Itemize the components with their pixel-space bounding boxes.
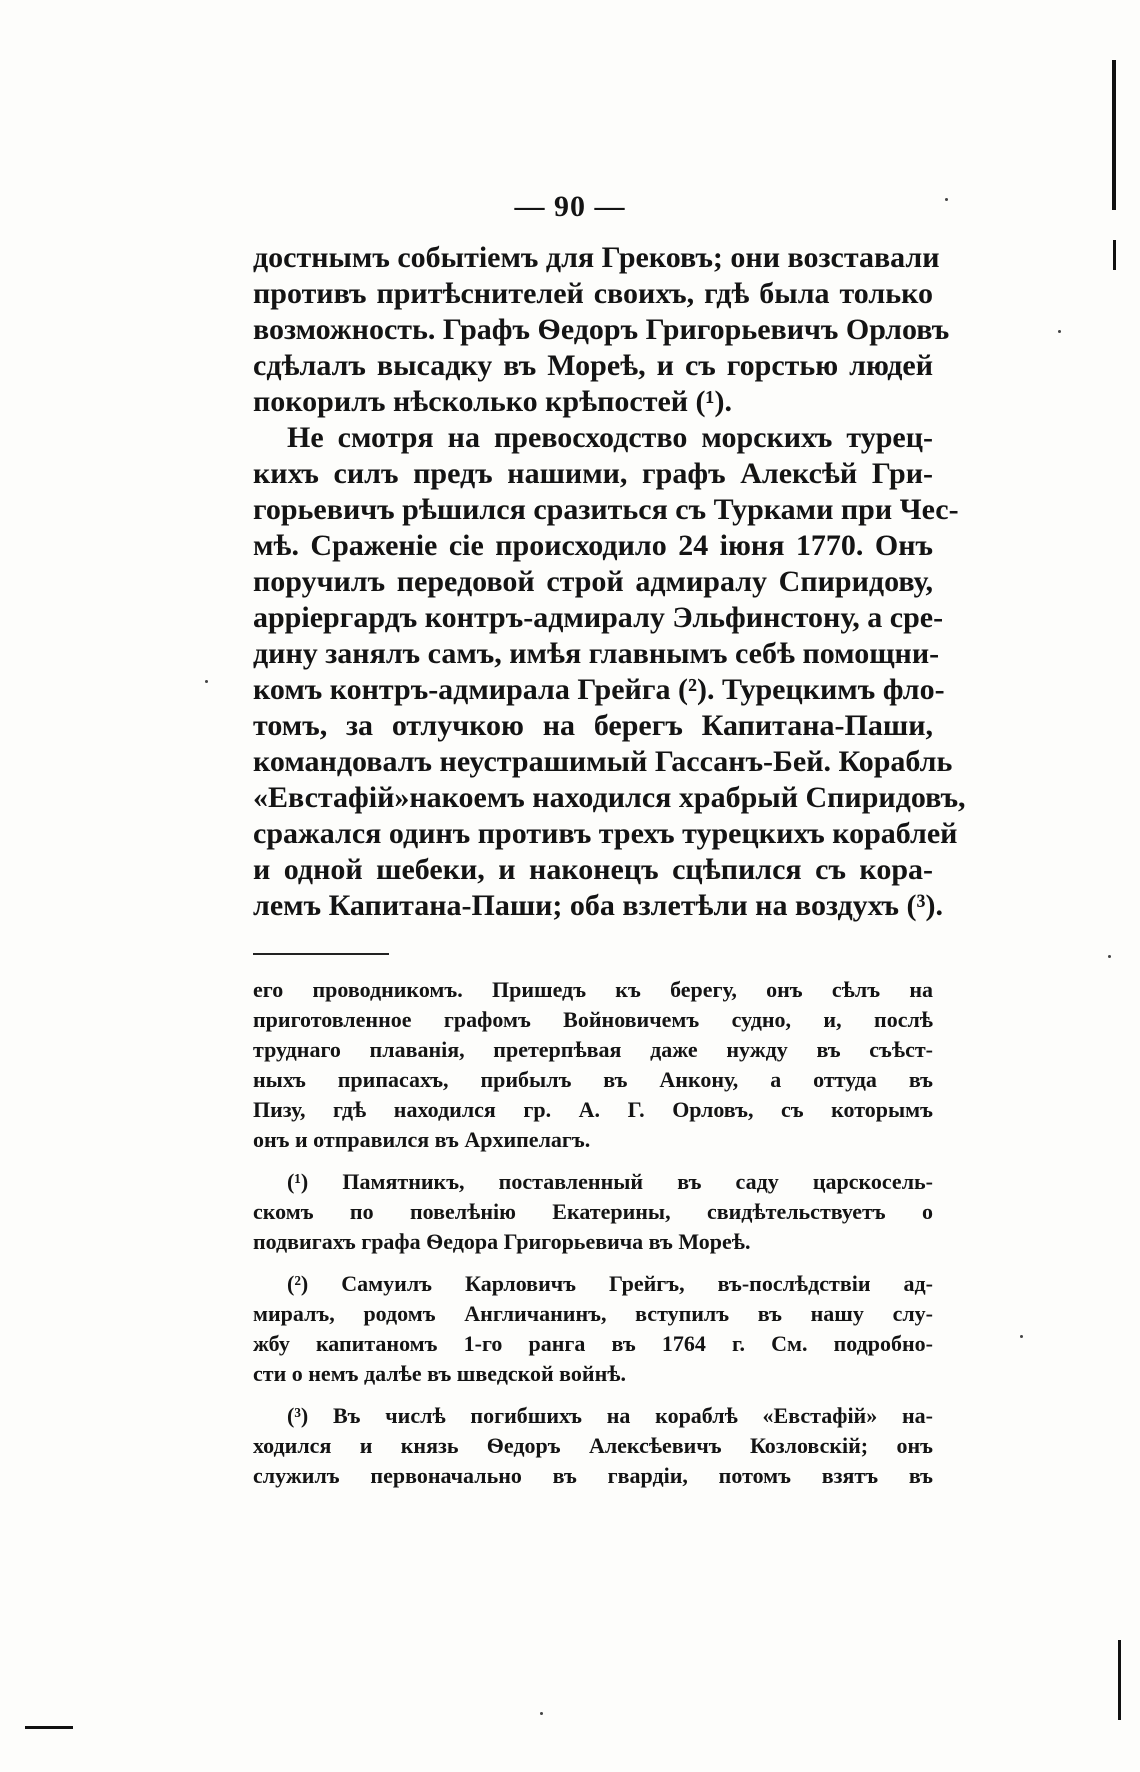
footnote-line: ходился и князь Ѳедоръ Алексѣевичъ Козловскій; онъ [253,1433,933,1458]
text-line: покорилъ нѣсколько крѣпостей (¹). [253,385,733,418]
text-line: возможность. Графъ Ѳедоръ Григорьевичъ Орловъ [253,313,950,346]
text-line: лемъ Капитана-Паши; оба взлетѣли на воздухъ (³). [253,889,943,922]
footnote-1: (¹) Памятникъ, поставленный въ саду царскосель- [287,1169,933,1194]
footnotes [253,975,933,1491]
footnote-line: труднаго плаванія, претерпѣвая даже нужду въ съѣст- [253,1037,933,1062]
scan-edge-mark [1113,240,1116,270]
text-line: и одной шебеки, и наконецъ сцѣпился съ кора- [253,853,933,886]
text-line: дину занялъ самъ, имѣя главнымъ себѣ помощни- [253,637,940,670]
footnote-3: (³) Въ числѣ погибшихъ на кораблѣ «Евстафій» на- [287,1403,933,1428]
scan-speck [945,198,948,201]
text-line: противъ притѣснителей своихъ, гдѣ была только [253,277,933,310]
footnote-line: подвигахъ графа Ѳедора Григорьевича въ Мореѣ. [253,1229,751,1254]
scan-edge-mark [1112,60,1116,210]
scan-speck [1108,955,1111,958]
text-line: достнымъ событіемъ для Грековъ; они возставали [253,241,940,274]
text-line: комъ контръ-адмирала Грейга (²). Турецкимъ фло- [253,673,945,706]
footnote-2: (²) Самуилъ Карловичъ Грейгъ, въ-послѣдствіи ад- [287,1271,933,1296]
text-line: командовалъ неустрашимый Гассанъ-Бей. Корабль [253,745,953,778]
text-line: кихъ силъ предъ нашими, графъ Алексѣй Гри- [253,457,933,490]
text-line: сражался одинъ противъ трехъ турецкихъ кораблей [253,817,958,850]
text-line: Не смотря на превосходство морскихъ турец- [287,421,933,454]
scan-speck [540,1712,543,1715]
footnote-line: приготовленное графомъ Войновичемъ судно, и, послѣ [253,1007,933,1032]
footnote-line: скомъ по повелѣнію Екатерины, свидѣтельствуетъ о [253,1199,933,1224]
scan-speck [205,680,208,683]
footnote-line: ныхъ припасахъ, прибылъ въ Анкону, а оттуда въ [253,1067,933,1092]
main-text [253,240,966,924]
footnote-line: жбу капитаномъ 1-го ранга въ 1764 г. См. подробно- [253,1331,933,1356]
scan-speck [1020,1335,1023,1338]
footnote-line: сти о немъ далѣе въ шведской войнѣ. [253,1361,626,1386]
text-line: томъ, за отлучкою на берегъ Капитана-Паши, [253,709,933,742]
footnote-line: служилъ первоначально въ гвардіи, потомъ взятъ въ [253,1463,933,1488]
footnote-line: Пизу, гдѣ находился гр. А. Г. Орловъ, съ которымъ [253,1097,933,1122]
text-line: арріергардъ контръ-адмиралу Эльфинстону, а сре- [253,601,944,634]
scan-edge-mark [1118,1640,1121,1720]
text-line: горьевичъ рѣшился сразиться съ Турками при Чес- [253,493,959,526]
scan-speck [1058,330,1061,333]
text-line: поручилъ передовой строй адмиралу Спиридову, [253,565,933,598]
footnote-line: онъ и отправился въ Архипелагъ. [253,1127,591,1152]
footnote-line: миралъ, родомъ Англичанинъ, вступилъ въ нашу слу- [253,1301,933,1326]
scan-edge-mark [25,1726,73,1729]
text-line: сдѣлалъ высадку въ Мореѣ, и съ горстью людей [253,349,933,382]
text-line: мѣ. Сраженіе сіе происходило 24 іюня 1770. Онъ [253,529,933,562]
text-line: «Евстафій»накоемъ находился храбрый Спиридовъ, [253,781,966,814]
page-number: — 90 — [514,190,626,223]
footnote-line: его проводникомъ. Пришедъ къ берегу, онъ сѣлъ на [253,977,933,1002]
footnote-separator [253,953,389,955]
